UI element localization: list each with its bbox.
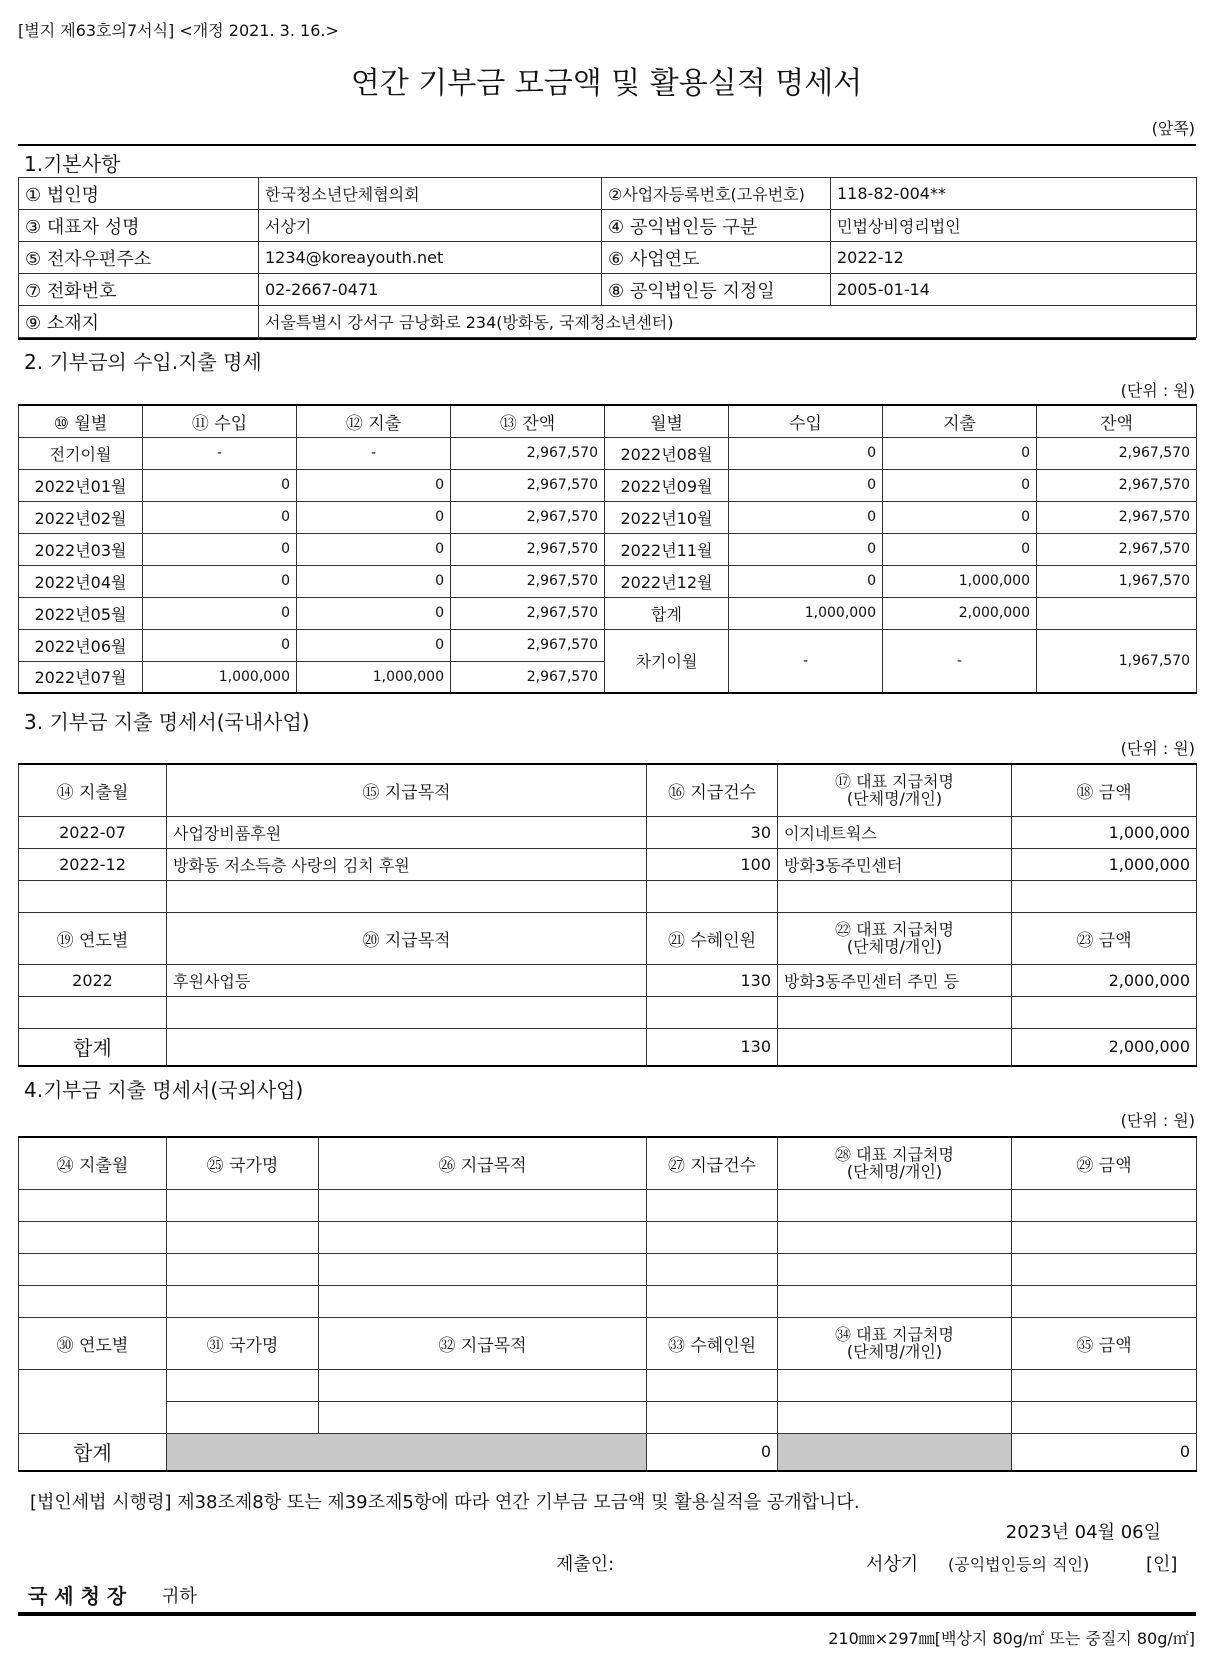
column-header: 수입 [729,405,883,437]
table-row [19,964,1197,996]
column-header: ㉑ 수혜인원 [647,912,778,964]
count-cell: 100 [647,848,778,880]
amount-cell: 2,000,000 [1012,964,1197,996]
beneficiaries-cell: 130 [647,964,778,996]
table-row [19,469,1197,501]
expense-cell: 0 [883,533,1037,565]
table-row [19,1189,1197,1221]
column-header: ⑪ 수입 [143,405,297,437]
address-value: 서울특별시 강서구 금낭화로 234(방화동, 국제청소년센터) [259,306,1197,338]
empty-cell [778,996,1012,1028]
submitter-role: (공익법인등의 직인) [948,1555,1090,1574]
table-header-row [19,912,1197,964]
seal-mark: [인] [1146,1554,1178,1575]
column-header: ⑯ 지급건수 [647,764,778,816]
empty-cell [167,880,647,912]
table-row [19,996,1197,1028]
balance-cell: 2,967,570 [1037,533,1197,565]
field-value: 02-2667-0471 [259,274,602,306]
income-cell: 0 [729,565,883,597]
empty-cell [19,880,167,912]
income-cell: 0 [729,437,883,469]
income-cell: 0 [143,629,297,661]
field-label: ③ 대표자 성명 [19,210,259,242]
basic-info-row [19,274,1197,306]
month-cell: 2022년06월 [19,629,143,661]
field-label: ④ 공익법인등 구분 [602,210,831,242]
table-row [19,437,1197,469]
field-value: 118-82-004** [831,178,1197,210]
field-value: 민법상비영리법인 [831,210,1197,242]
column-header: ㉟ 금액 [1012,1317,1197,1369]
section4-title: 4.기부금 지출 명세서(국외사업) [24,1078,304,1102]
table-header-row [19,764,1197,816]
income-cell: 0 [143,597,297,629]
column-header: ㉙ 금액 [1012,1137,1197,1189]
section2-title: 2. 기부금의 수입.지출 명세 [24,350,262,374]
month-cell: 2022년12월 [605,565,729,597]
column-header: ㉜ 지급목적 [319,1317,647,1369]
table-row [19,1253,1197,1285]
field-label: ① 법인명 [19,178,259,210]
month-cell: 2022년11월 [605,533,729,565]
field-value: 2022-12 [831,242,1197,274]
balance-cell: 2,967,570 [1037,501,1197,533]
column-header: ⑫ 지출 [297,405,451,437]
table-row [19,501,1197,533]
month-cell: 2022-12 [19,848,167,880]
submitter-name: 서상기 [866,1554,919,1575]
field-label: ②사업자등록번호(고유번호) [602,178,831,210]
paper-spec: 210㎜×297㎜[백상지 80g/㎡ 또는 중질지 80g/㎡] [828,1629,1195,1648]
field-value: 한국청소년단체협의회 [259,178,602,210]
total-count-cell: 130 [647,1028,778,1066]
amount-cell: 1,000,000 [1012,848,1197,880]
unit-label: (단위 : 원) [1120,739,1195,758]
recipient-cell: 이지네트웍스 [778,816,1012,848]
document-title: 연간 기부금 모금액 및 활용실적 명세서 [350,66,863,101]
field-label: ⑧ 공익법인등 지정일 [602,274,831,306]
column-header: ㉞ 대표 지급처명 (단체명/개인) [778,1317,1012,1369]
column-header: ㉚ 연도별 [19,1317,167,1369]
table-row [19,1285,1197,1317]
month-cell: 2022년04월 [19,565,143,597]
basic-info-row [19,242,1197,274]
total-label-cell: 합계 [605,597,729,629]
honorific: 귀하 [162,1586,197,1607]
table-header-row [19,405,1197,437]
column-header: 월별 [605,405,729,437]
column-header: ⑭ 지출월 [19,764,167,816]
section1-title: 1.기본사항 [24,152,121,176]
expense-cell: 1,000,000 [883,565,1037,597]
income-cell: - [143,437,297,469]
column-header: ㉒ 대표 지급처명 (단체명/개인) [778,912,1012,964]
income-cell: 0 [143,565,297,597]
income-cell: 0 [729,469,883,501]
balance-cell: 2,967,570 [451,661,605,693]
expense-cell: 0 [297,629,451,661]
overseas-expense-table [18,1136,1197,1472]
submitter-label: 제출인: [556,1554,615,1575]
column-header: ㉛ 국가명 [167,1317,319,1369]
column-header: ⑩ 월별 [19,405,143,437]
basic-info-row [19,306,1197,338]
balance-cell: 2,967,570 [1037,469,1197,501]
recipient-title: 국 세 청 장 [28,1584,127,1608]
empty-cell [167,996,647,1028]
basic-info-row [19,178,1197,210]
total-label-cell: 합계 [19,1028,167,1066]
empty-cell [778,880,1012,912]
basic-info-table [18,177,1197,338]
unit-label: (단위 : 원) [1120,1111,1195,1130]
field-label: ⑥ 사업연도 [602,242,831,274]
empty-cell [778,1028,1012,1066]
shaded-cell [778,1433,1012,1471]
column-header: ㉕ 국가명 [167,1137,319,1189]
total-count-cell: 0 [647,1433,778,1471]
field-label: ⑦ 전화번호 [19,274,259,306]
column-header: ⑱ 금액 [1012,764,1197,816]
column-header: ⑮ 지급목적 [167,764,647,816]
month-cell: 2022년03월 [19,533,143,565]
carryover-balance-cell: 1,967,570 [1037,629,1197,693]
expense-cell: 0 [297,501,451,533]
month-cell: 2022년07월 [19,661,143,693]
expense-cell: - [297,437,451,469]
income-cell: 0 [143,501,297,533]
purpose-cell: 후원사업등 [167,964,647,996]
month-cell: 2022년01월 [19,469,143,501]
expense-cell: 1,000,000 [297,661,451,693]
recipient-cell: 방화3동주민센터 [778,848,1012,880]
purpose-cell: 사업장비품후원 [167,816,647,848]
month-cell: 2022년09월 [605,469,729,501]
column-header: ⑰ 대표 지급처명 (단체명/개인) [778,764,1012,816]
count-cell: 30 [647,816,778,848]
expense-cell: 0 [297,597,451,629]
column-header: ㉖ 지급목적 [319,1137,647,1189]
empty-cell [647,880,778,912]
balance-cell [1037,597,1197,629]
balance-cell: 2,967,570 [451,629,605,661]
column-header: ⑬ 잔액 [451,405,605,437]
month-cell: 전기이월 [19,437,143,469]
field-label: ⑨ 소재지 [19,306,259,338]
expense-cell: 0 [883,501,1037,533]
month-cell: 2022년05월 [19,597,143,629]
expense-cell: 0 [883,469,1037,501]
submission-date: 2023년 04월 06일 [1005,1522,1161,1543]
year-cell: 2022 [19,964,167,996]
column-header: ㉓ 금액 [1012,912,1197,964]
amount-cell: 1,000,000 [1012,816,1197,848]
balance-cell: 2,967,570 [451,533,605,565]
column-header: ㉝ 수혜인원 [647,1317,778,1369]
empty-cell [1012,880,1197,912]
expense-cell: 0 [297,469,451,501]
carryover-label-cell: 차기이월 [605,629,729,693]
income-total-cell: 1,000,000 [729,597,883,629]
table-row [19,1369,1197,1401]
purpose-cell: 방화동 저소득층 사랑의 김치 후원 [167,848,647,880]
column-header: ㉔ 지출월 [19,1137,167,1189]
balance-cell: 1,967,570 [1037,565,1197,597]
column-header: ⑲ 연도별 [19,912,167,964]
total-amount-cell: 0 [1012,1433,1197,1471]
unit-label: (단위 : 원) [1120,381,1195,400]
table-row [19,816,1197,848]
section3-title: 3. 기부금 지출 명세서(국내사업) [24,710,310,734]
empty-cell [647,996,778,1028]
domestic-expense-table [18,763,1197,1067]
carryover-income-cell: - [729,629,883,693]
balance-cell: 2,967,570 [1037,437,1197,469]
column-header: 잔액 [1037,405,1197,437]
column-header: ㉗ 지급건수 [647,1137,778,1189]
income-cell: 0 [143,469,297,501]
month-cell: 2022년02월 [19,501,143,533]
table-row [19,1221,1197,1253]
page-side-label: (앞쪽) [1151,119,1195,138]
column-header: 지출 [883,405,1037,437]
total-label-cell: 합계 [19,1433,167,1471]
expense-total-cell: 2,000,000 [883,597,1037,629]
table-header-row [19,1137,1197,1189]
basic-info-row [19,210,1197,242]
balance-cell: 2,967,570 [451,597,605,629]
table-row [19,880,1197,912]
table-row [19,597,1197,629]
income-cell: 0 [729,533,883,565]
table-row [19,533,1197,565]
income-cell: 0 [729,501,883,533]
total-amount-cell: 2,000,000 [1012,1028,1197,1066]
empty-cell [19,996,167,1028]
table-row [19,1401,1197,1433]
expense-cell: 0 [883,437,1037,469]
table-row [19,565,1197,597]
field-value: 1234@koreayouth.net [259,242,602,274]
expense-cell: 0 [297,565,451,597]
form-reference: [별지 제63호의7서식] <개정 2021. 3. 16.> [18,21,339,40]
table-header-row [19,1317,1197,1369]
table-row [19,629,1197,661]
field-value: 2005-01-14 [831,274,1197,306]
total-row [19,1028,1197,1066]
recipient-cell: 방화3동주민센터 주민 등 [778,964,1012,996]
field-value: 서상기 [259,210,602,242]
income-expense-table [18,404,1197,694]
income-cell: 1,000,000 [143,661,297,693]
column-header: ㉘ 대표 지급처명 (단체명/개인) [778,1137,1012,1189]
shaded-cell [167,1433,647,1471]
table-row [19,848,1197,880]
column-header: ⑳ 지급목적 [167,912,647,964]
balance-cell: 2,967,570 [451,437,605,469]
balance-cell: 2,967,570 [451,469,605,501]
empty-cell [167,1028,647,1066]
empty-cell [1012,996,1197,1028]
expense-cell: 0 [297,533,451,565]
law-statement: [법인세법 시행령] 제38조제8항 또는 제39조제5항에 따라 연간 기부금 모금액 및 활용실적을 공개합니다. [30,1492,860,1513]
month-cell: 2022년08월 [605,437,729,469]
balance-cell: 2,967,570 [451,501,605,533]
month-cell: 2022년10월 [605,501,729,533]
income-cell: 0 [143,533,297,565]
balance-cell: 2,967,570 [451,565,605,597]
carryover-expense-cell: - [883,629,1037,693]
month-cell: 2022-07 [19,816,167,848]
total-row [19,1433,1197,1471]
field-label: ⑤ 전자우편주소 [19,242,259,274]
